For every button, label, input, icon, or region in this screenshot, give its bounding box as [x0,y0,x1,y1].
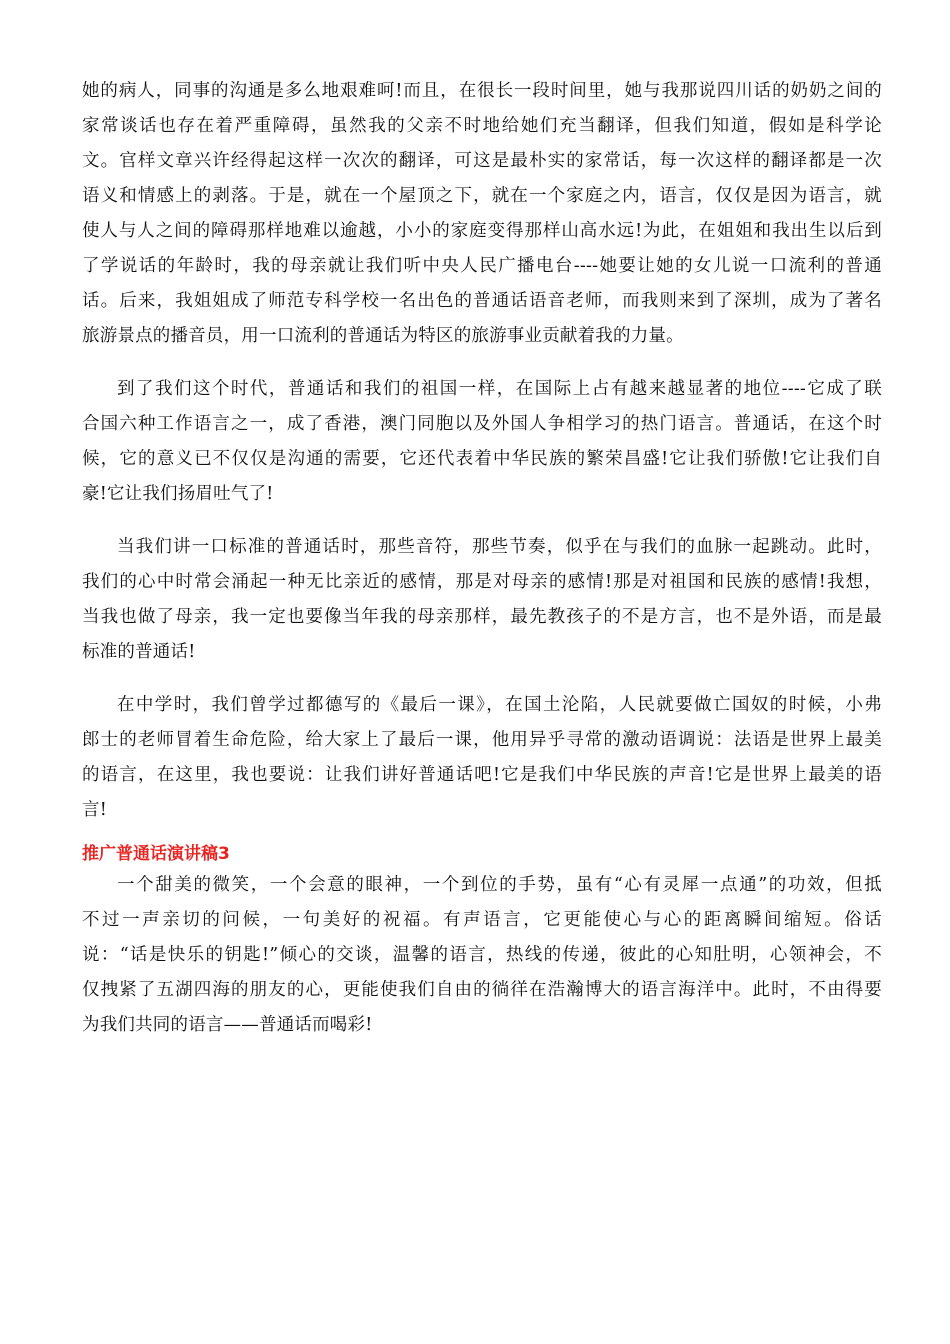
paragraph-line: 在中学时，我们曾学过都德写的《最后一课》，在国土沦陷，人民就要做亡国奴的时候，小弗 [117,695,882,715]
paragraph-line: 言! [82,800,107,820]
paragraph-line: 的语言，在这里，我也要说：让我们讲好普通话吧!它是我们中华民族的声音!它是世界上最美的语 [82,765,882,785]
paragraph-spacer [82,354,882,372]
paragraph-line: 郎士的老师冒着生命危险，给大家上了最后一课，他用异乎寻常的激动语调说：法语是世界上最美 [82,730,882,750]
paragraph-1 [82,74,882,354]
paragraph-line: 为我们共同的语言——普通话而喝彩! [82,1015,373,1035]
paragraph-line: 不过一声亲切的问候，一句美好的祝福。有声语言，它更能使心与心的距离瞬间缩短。俗话 [82,910,882,930]
paragraph-line: 标准的普通话! [82,642,196,662]
paragraph-line: 她的病人，同事的沟通是多么地艰难呵!而且，在很长一段时间里，她与我那说四川话的奶奶之间的 [82,81,882,101]
paragraph-spacer [82,512,882,530]
paragraph-spacer [82,670,882,688]
paragraph-line: 当我也做了母亲，我一定也要像当年我的母亲那样，最先教孩子的不是方言，也不是外语，而是最 [82,607,882,627]
paragraph-3 [82,530,882,670]
section-spacer [82,828,882,840]
paragraph-line: 当我们讲一口标准的普通话时，那些音符，那些节奏，似乎在与我们的血脉一起跳动。此时， [117,537,882,557]
paragraph-5 [82,868,882,1043]
paragraph-line: 我们的心中时常会涌起一种无比亲近的感情，那是对母亲的感情!那是对祖国和民族的感情!我想， [82,572,882,592]
paragraph-line: 旅游景点的播音员，用一口流利的普通话为特区的旅游事业贡献着我的力量。 [82,326,684,346]
paragraph-line: 豪!它让我们扬眉吐气了! [82,484,274,504]
paragraph-line: 家常谈话也存在着严重障碍，虽然我的父亲不时地给她们充当翻译，但我们知道，假如是科学论 [82,116,882,136]
paragraph-line: 说：“话是快乐的钥匙!”倾心的交谈，温馨的语言，热线的传递，彼此的心知肚明，心领神会，不 [82,945,882,965]
paragraph-line: 候，它的意义已不仅仅是沟通的需要，它还代表着中华民族的繁荣昌盛!它让我们骄傲!它让我们自 [82,449,882,469]
paragraph-line: 语义和情感上的剥落。于是，就在一个屋顶之下，就在一个家庭之内，语言，仅仅是因为语言，就 [82,186,882,206]
paragraph-line: 一个甜美的微笑，一个会意的眼神，一个到位的手势，虽有“心有灵犀一点通”的功效，但抵 [117,875,882,895]
paragraph-2 [82,372,882,512]
document-page [82,74,882,1043]
paragraph-line: 话。后来，我姐姐成了师范专科学校一名出色的普通话语音老师，而我则来到了深圳，成为了著名 [82,291,882,311]
paragraph-line: 合国六种工作语言之一，成了香港，澳门同胞以及外国人争相学习的热门语言。普通话，在这个时 [82,414,882,434]
section-heading: 推广普通话演讲稿3 [82,844,230,864]
paragraph-line: 使人与人之间的障碍那样地难以逾越，小小的家庭变得那样山高水远!为此，在姐姐和我出生以后到 [82,221,882,241]
paragraph-4 [82,688,882,828]
paragraph-line: 到了我们这个时代，普通话和我们的祖国一样，在国际上占有越来越显著的地位----它成了联 [117,379,882,399]
paragraph-line: 了学说话的年龄时，我的母亲就让我们听中央人民广播电台----她要让她的女儿说一口流利的普通 [82,256,882,276]
paragraph-line: 文。官样文章兴许经得起这样一次次的翻译，可这是最朴实的家常话，每一次这样的翻译都是一次 [82,151,882,171]
paragraph-line: 仅拽紧了五湖四海的朋友的心，更能使我们自由的徜徉在浩瀚博大的语言海洋中。此时，不由得要 [82,980,882,1000]
